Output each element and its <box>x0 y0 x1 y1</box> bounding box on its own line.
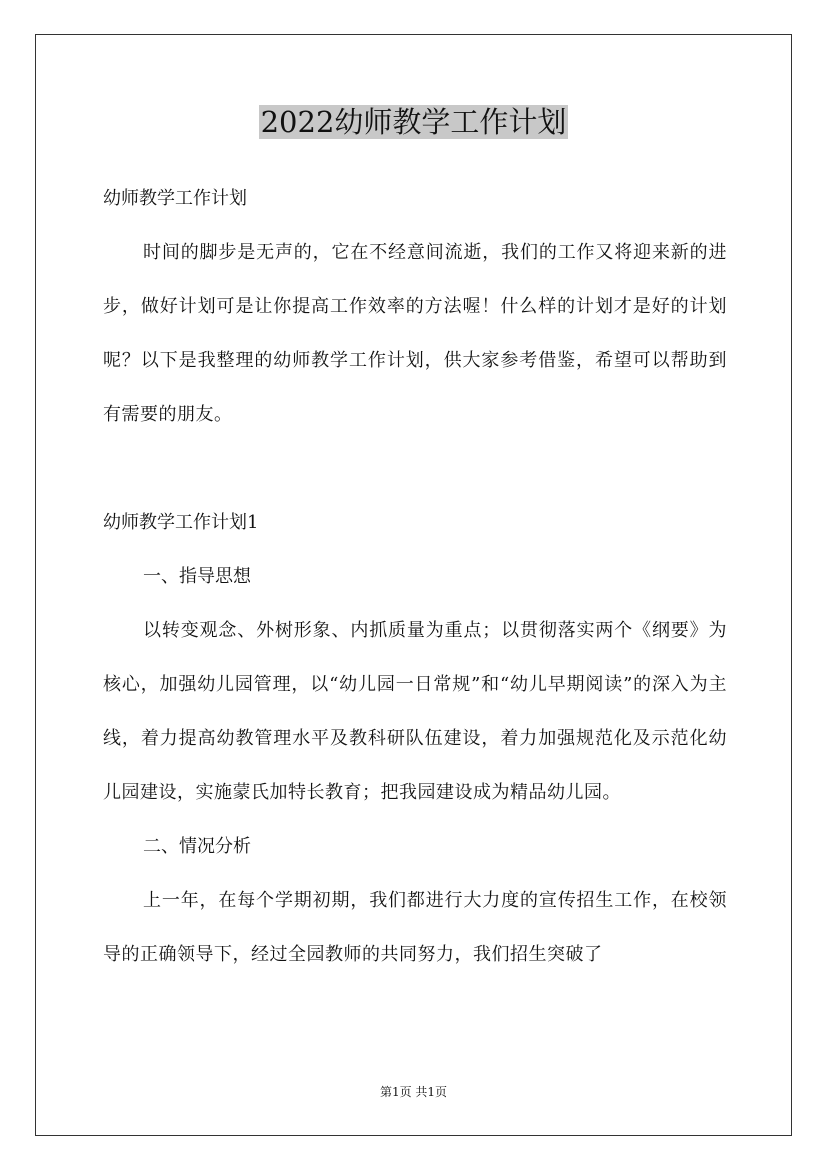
guiding-ideology-paragraph: 以转变观念、外树形象、内抓质量为重点；以贯彻落实两个《纲要》为核心，加强幼儿园管理，以“幼儿园一日常规”和“幼儿早期阅读”的深入为主线，着力提高幼教管理水平及教科研队伍建设，着力加强规范化及示范化幼儿园建设，实施蒙氏加特长教育；把我园建设成为精品幼儿园。 <box>103 620 727 803</box>
page-number: 第1页 共1页 <box>379 1085 448 1099</box>
section-heading: 幼师教学工作计划1 <box>103 512 259 533</box>
part-heading-guiding-ideology: 一、指导思想 <box>143 566 251 587</box>
intro-paragraph: 时间的脚步是无声的，它在不经意间流逝，我们的工作又将迎来新的进步，做好计划可是让你提高工作效率的方法喔！什么样的计划才是好的计划呢？以下是我整理的幼师教学工作计划，供大家参考借鉴，希望可以帮助到有需要的朋友。 <box>103 242 727 425</box>
document-title <box>0 100 827 144</box>
page-footer <box>0 1082 827 1102</box>
document-body <box>103 172 727 982</box>
blank-line <box>103 442 727 496</box>
situation-analysis-paragraph: 上一年，在每个学期初期，我们都进行大力度的宣传招生工作，在校领导的正确领导下，经过全园教师的共同努力，我们招生突破了 <box>103 890 727 965</box>
part-heading-situation-analysis: 二、情况分析 <box>143 836 251 857</box>
document-subtitle: 幼师教学工作计划 <box>103 188 247 209</box>
document-title-text: 2022幼师教学工作计划 <box>260 105 567 139</box>
